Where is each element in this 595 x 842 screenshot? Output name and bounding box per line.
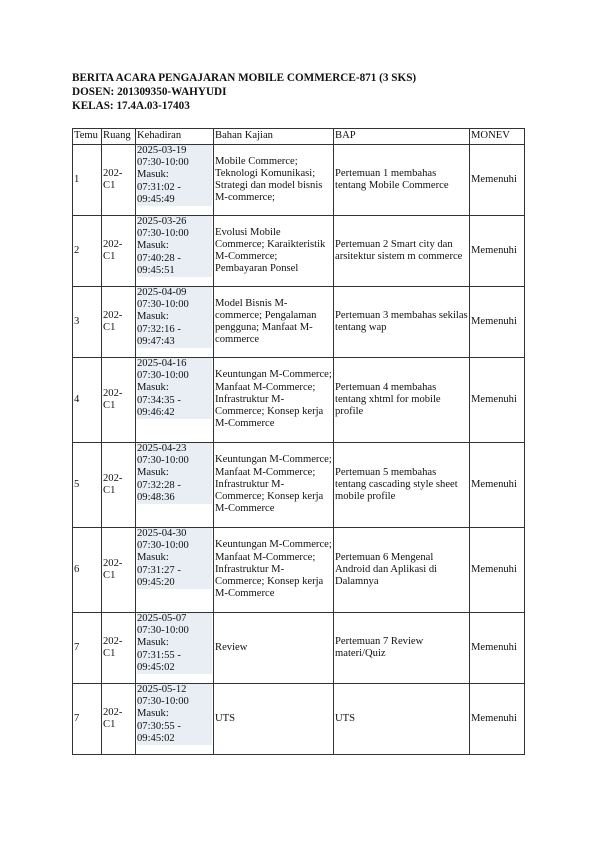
cell-kehadiran <box>136 684 214 755</box>
cell-bap: Pertemuan 1 membahas tentang Mobile Commerce <box>334 145 470 216</box>
cell-temu: 7 <box>73 613 102 684</box>
cell-temu: 7 <box>73 684 102 755</box>
cell-monev: Memenuhi <box>470 358 525 443</box>
cell-ruang: 202-C1 <box>102 443 136 528</box>
table-row <box>73 287 525 358</box>
cell-kehadiran <box>136 613 214 684</box>
col-monev: MONEV <box>470 129 525 145</box>
cell-bahan-kajian: UTS <box>214 684 334 755</box>
table-row <box>73 613 525 684</box>
cell-kehadiran <box>136 443 214 528</box>
class-line: KELAS: 17.4A.03-17403 <box>72 100 190 112</box>
cell-temu: 1 <box>73 145 102 216</box>
cell-bap: Pertemuan 4 membahas tentang xhtml for mobile profile <box>334 358 470 443</box>
cell-monev: Memenuhi <box>470 287 525 358</box>
kehadiran-text: 2025-04-30 07:30-10:00 Masuk: 07:31:27 - 09:45:20 <box>137 528 212 589</box>
cell-monev: Memenuhi <box>470 684 525 755</box>
lecturer-line: DOSEN: 201309350-WAHYUDI <box>72 86 227 98</box>
cell-bap: UTS <box>334 684 470 755</box>
cell-ruang: 202-C1 <box>102 358 136 443</box>
cell-temu: 4 <box>73 358 102 443</box>
cell-monev: Memenuhi <box>470 443 525 528</box>
table-row <box>73 358 525 443</box>
cell-bap: Pertemuan 2 Smart city dan arsitektur sistem m commerce <box>334 216 470 287</box>
table-row <box>73 443 525 528</box>
cell-kehadiran <box>136 216 214 287</box>
cell-bahan-kajian: Mobile Commerce; Teknologi Komunikasi; Strategi dan model bisnis M-commerce; <box>214 145 334 216</box>
cell-kehadiran <box>136 145 214 216</box>
cell-kehadiran <box>136 528 214 613</box>
col-kehadiran: Kehadiran <box>136 129 214 145</box>
col-temu: Temu <box>73 129 102 145</box>
cell-ruang: 202-C1 <box>102 216 136 287</box>
col-bahan-kajian: Bahan Kajian <box>214 129 334 145</box>
table-row <box>73 528 525 613</box>
cell-monev: Memenuhi <box>470 528 525 613</box>
cell-ruang: 202-C1 <box>102 287 136 358</box>
cell-temu: 3 <box>73 287 102 358</box>
cell-ruang: 202-C1 <box>102 145 136 216</box>
cell-bahan-kajian: Keuntungan M-Commerce; Manfaat M-Commerce; Infrastruktur M-Commerce; Konsep kerja M-Commerce <box>214 528 334 613</box>
cell-ruang: 202-C1 <box>102 613 136 684</box>
col-bap: BAP <box>334 129 470 145</box>
col-ruang: Ruang <box>102 129 136 145</box>
cell-bap: Pertemuan 6 Mengenal Android dan Aplikasi di Dalamnya <box>334 528 470 613</box>
kehadiran-text: 2025-04-16 07:30-10:00 Masuk: 07:34:35 - 09:46:42 <box>137 358 212 419</box>
kehadiran-text: 2025-04-09 07:30-10:00 Masuk: 07:32:16 - 09:47:43 <box>137 287 212 348</box>
cell-temu: 5 <box>73 443 102 528</box>
kehadiran-text: 2025-03-19 07:30-10:00 Masuk: 07:31:02 - 09:45:49 <box>137 145 212 206</box>
document-title: BERITA ACARA PENGAJARAN MOBILE COMMERCE-871 (3 SKS) <box>72 72 417 84</box>
cell-kehadiran <box>136 358 214 443</box>
cell-bahan-kajian: Model Bisnis M-commerce; Pengalaman pengguna; Manfaat M-commerce <box>214 287 334 358</box>
cell-kehadiran <box>136 287 214 358</box>
cell-ruang: 202-C1 <box>102 528 136 613</box>
cell-bahan-kajian: Keuntungan M-Commerce; Manfaat M-Commerce; Infrastruktur M-Commerce; Konsep kerja M-Commerce <box>214 443 334 528</box>
table-row <box>73 145 525 216</box>
cell-bap: Pertemuan 3 membahas sekilas tentang wap <box>334 287 470 358</box>
table-header-row <box>73 129 525 145</box>
cell-monev: Memenuhi <box>470 216 525 287</box>
cell-bap: Pertemuan 5 membahas tentang cascading style sheet mobile profile <box>334 443 470 528</box>
cell-bahan-kajian: Review <box>214 613 334 684</box>
cell-monev: Memenuhi <box>470 613 525 684</box>
kehadiran-text: 2025-05-12 07:30-10:00 Masuk: 07:30:55 - 09:45:02 <box>137 684 212 745</box>
cell-temu: 2 <box>73 216 102 287</box>
cell-bahan-kajian: Keuntungan M-Commerce; Manfaat M-Commerce; Infrastruktur M-Commerce; Konsep kerja M-Commerce <box>214 358 334 443</box>
cell-monev: Memenuhi <box>470 145 525 216</box>
table-row <box>73 684 525 755</box>
kehadiran-text: 2025-04-23 07:30-10:00 Masuk: 07:32:28 - 09:48:36 <box>137 443 212 504</box>
cell-bap: Pertemuan 7 Review materi/Quiz <box>334 613 470 684</box>
kehadiran-text: 2025-03-26 07:30-10:00 Masuk: 07:40:28 - 09:45:51 <box>137 216 212 277</box>
cell-bahan-kajian: Evolusi Mobile Commerce; Karaikteristik M-Commerce; Pembayaran Ponsel <box>214 216 334 287</box>
document-page <box>72 71 524 755</box>
attendance-table <box>72 128 525 755</box>
cell-ruang: 202-C1 <box>102 684 136 755</box>
kehadiran-text: 2025-05-07 07:30-10:00 Masuk: 07:31:55 - 09:45:02 <box>137 613 212 674</box>
table-row <box>73 216 525 287</box>
cell-temu: 6 <box>73 528 102 613</box>
